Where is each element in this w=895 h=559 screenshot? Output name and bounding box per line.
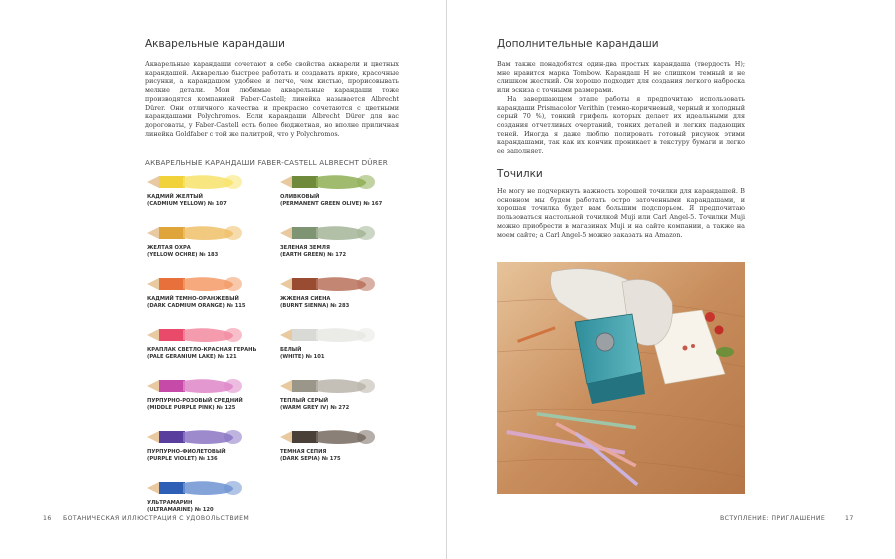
swatch-item [145, 324, 275, 364]
swatch-name-en: (DARK SEPIA) № 175 [280, 455, 341, 462]
swatch-item [145, 273, 275, 313]
swatch-label [280, 449, 341, 463]
swatch-label [280, 245, 346, 259]
watercolor-paragraph-text: Акварельные карандаши сочетают в себе свойства акварели и цветных карандашей. Акварелью быстрее работать и создавать яркие, красочные рисунки, а карандашом удобнее и легче, чем кистью, прорисовывать мелкие детали. Мои любимые акварельные карандаши тоже производятся компанией Faber-Castell; линейка называется Albrecht Dürer. Они отличного качества и прекрасно сочетаются с цветными карандашами Polychromos. Если карандаши Albrecht Dürer для вас дороговаты, у Faber-Castell есть более бюджетная, но вполне приличная линейка Goldfaber с той же палитрой, что у Polychromos. [145, 60, 399, 138]
swatch-label [147, 398, 243, 412]
swatch-item [278, 273, 408, 313]
swatch-label [147, 296, 246, 310]
swatch-label [147, 245, 218, 259]
left-page-number: 16 [43, 515, 52, 522]
additional-pencils-para-2: На завершающем этапе работы я предпочитаю использовать карандаши Prismacolor Verithin (темно-коричневый, черный и холодный серый 70 %), тонкий грифель которых делает их идеальными для создания отчетливых очертаний, тонких деталей и легких падающих теней. Иногда я даже люблю полировать готовый рисунок этими карандашами, так как их кончик проникает в текстуру бумаги и легко ее заполняет. [497, 94, 745, 156]
pencil-swatch-icon [145, 477, 245, 499]
swatch-name-ru: КРАПЛАК СВЕТЛО-КРАСНАЯ ГЕРАНЬ [147, 347, 257, 353]
swatch-item [145, 171, 275, 211]
pencil-swatch-icon [278, 222, 378, 244]
swatch-name-en: (BURNT SIENNA) № 283 [280, 302, 350, 309]
swatch-name-en: (MIDDLE PURPLE PINK) № 125 [147, 404, 236, 411]
pencil-swatch-icon [278, 324, 378, 346]
heading-sharpeners: Точилки [497, 168, 543, 180]
swatch-item [145, 375, 275, 415]
swatch-item [145, 222, 275, 262]
swatch-name-en: (WHITE) № 101 [280, 353, 325, 360]
swatch-name-en: (WARM GREY IV) № 272 [280, 404, 350, 411]
swatch-item [278, 171, 408, 211]
pencil-swatch-icon [278, 375, 378, 397]
swatch-label [280, 347, 325, 361]
swatch-item [278, 375, 408, 415]
swatch-item [145, 477, 275, 517]
swatch-name-ru: ЖЕЛТАЯ ОХРА [147, 245, 191, 251]
swatch-name-en: (CADMIUM YELLOW) № 107 [147, 200, 227, 207]
swatch-name-ru: ЗЕЛЕНАЯ ЗЕМЛЯ [280, 245, 330, 251]
right-running-title: ВСТУПЛЕНИЕ: ПРИГЛАШЕНИЕ [720, 515, 826, 522]
pencil-swatch-icon [278, 171, 378, 193]
pencil-swatch-icon [145, 324, 245, 346]
swatch-label [280, 194, 382, 208]
swatch-name-ru: ТЕМНАЯ СЕПИЯ [280, 449, 327, 455]
swatch-name-ru: ПУРПУРНО-ФИОЛЕТОВЫЙ [147, 449, 226, 455]
swatch-name-ru: ЖЖЕНАЯ СИЕНА [280, 296, 331, 302]
pencil-swatch-icon [145, 222, 245, 244]
tomato-icon [705, 312, 715, 322]
swatch-name-ru: БЕЛЫЙ [280, 347, 302, 353]
swatch-label [280, 296, 349, 310]
swatch-label [147, 500, 214, 514]
watercolor-paragraph [145, 60, 399, 138]
heading-additional-pencils: Дополнительные карандаши [497, 38, 659, 50]
swatch-item [278, 222, 408, 262]
swatch-label [147, 347, 256, 361]
additional-pencils-text [497, 60, 745, 156]
swatch-name-en: (ULTRAMARINE) № 120 [147, 506, 214, 513]
additional-pencils-para-1: Вам также понадобятся один-два простых карандаша (твердость H); мне нравится марка Tombow. Карандаш H не слишком темный и не слишком жесткий. Он хорошо подходит для создания легкого наброска или эскиза с точными размерами. [497, 60, 745, 95]
swatch-item [145, 426, 275, 466]
swatch-item [278, 426, 408, 466]
swatch-name-ru: УЛЬТРАМАРИН [147, 500, 193, 506]
swatch-item [278, 324, 408, 364]
pencil-swatch-icon [145, 375, 245, 397]
swatch-name-en: (EARTH GREEN) № 172 [280, 251, 347, 258]
left-running-title: БОТАНИЧЕСКАЯ ИЛЛЮСТРАЦИЯ С УДОВОЛЬСТВИЕМ [63, 515, 250, 522]
pencil-swatch-icon [278, 426, 378, 448]
right-page-number: 17 [845, 515, 854, 522]
swatch-name-en: (PERMANENT GREEN OLIVE) № 167 [280, 200, 383, 207]
sharpeners-text [497, 187, 745, 239]
swatch-label [280, 398, 349, 412]
swatch-name-en: (YELLOW OCHRE) № 183 [147, 251, 219, 258]
swatch-name-en: (DARK CADMIUM ORANGE) № 115 [147, 302, 246, 309]
swatch-name-ru: ТЕПЛЫЙ СЕРЫЙ [280, 398, 329, 404]
swatch-label [147, 449, 226, 463]
swatch-name-en: (PALE GERANIUM LAKE) № 121 [147, 353, 237, 360]
swatch-name-ru: ПУРПУРНО-РОЗОВЫЙ СРЕДНИЙ [147, 398, 243, 404]
swatch-name-en: (PURPLE VIOLET) № 136 [147, 455, 218, 462]
pencil-swatch-icon [145, 171, 245, 193]
swatch-name-ru: ОЛИВКОВЫЙ [280, 194, 320, 200]
pencil-swatch-icon [278, 273, 378, 295]
swatch-name-ru: КАДМИЙ ТЕМНО-ОРАНЖЕВЫЙ [147, 296, 239, 302]
pencil-swatch-icon [145, 273, 245, 295]
sharpeners-paragraph: Не могу не подчеркнуть важность хорошей точилки для карандашей. В основном мы будем работать остро заточенными карандашами, и хорошая точилка будет вам большим подспорьем. Я предпочитаю пользоваться настольной точилкой Muji или Carl Angel-5. Точилки Muji можно приобрести в магазинах Muji и на сайте компании, а также на моем сайте; а Carl Angel-5 можно заказать на Amazon. [497, 187, 745, 239]
swatch-name-ru: КАДМИЙ ЖЕЛТЫЙ [147, 194, 203, 200]
pencil-swatch-icon [145, 426, 245, 448]
swatch-label [147, 194, 227, 208]
sharpener-illustration [497, 262, 745, 494]
swatch-section-title: АКВАРЕЛЬНЫЕ КАРАНДАШИ FABER-CASTELL ALBRECHT DÜRER [145, 158, 388, 167]
heading-watercolor-pencils: Акварельные карандаши [145, 38, 285, 50]
